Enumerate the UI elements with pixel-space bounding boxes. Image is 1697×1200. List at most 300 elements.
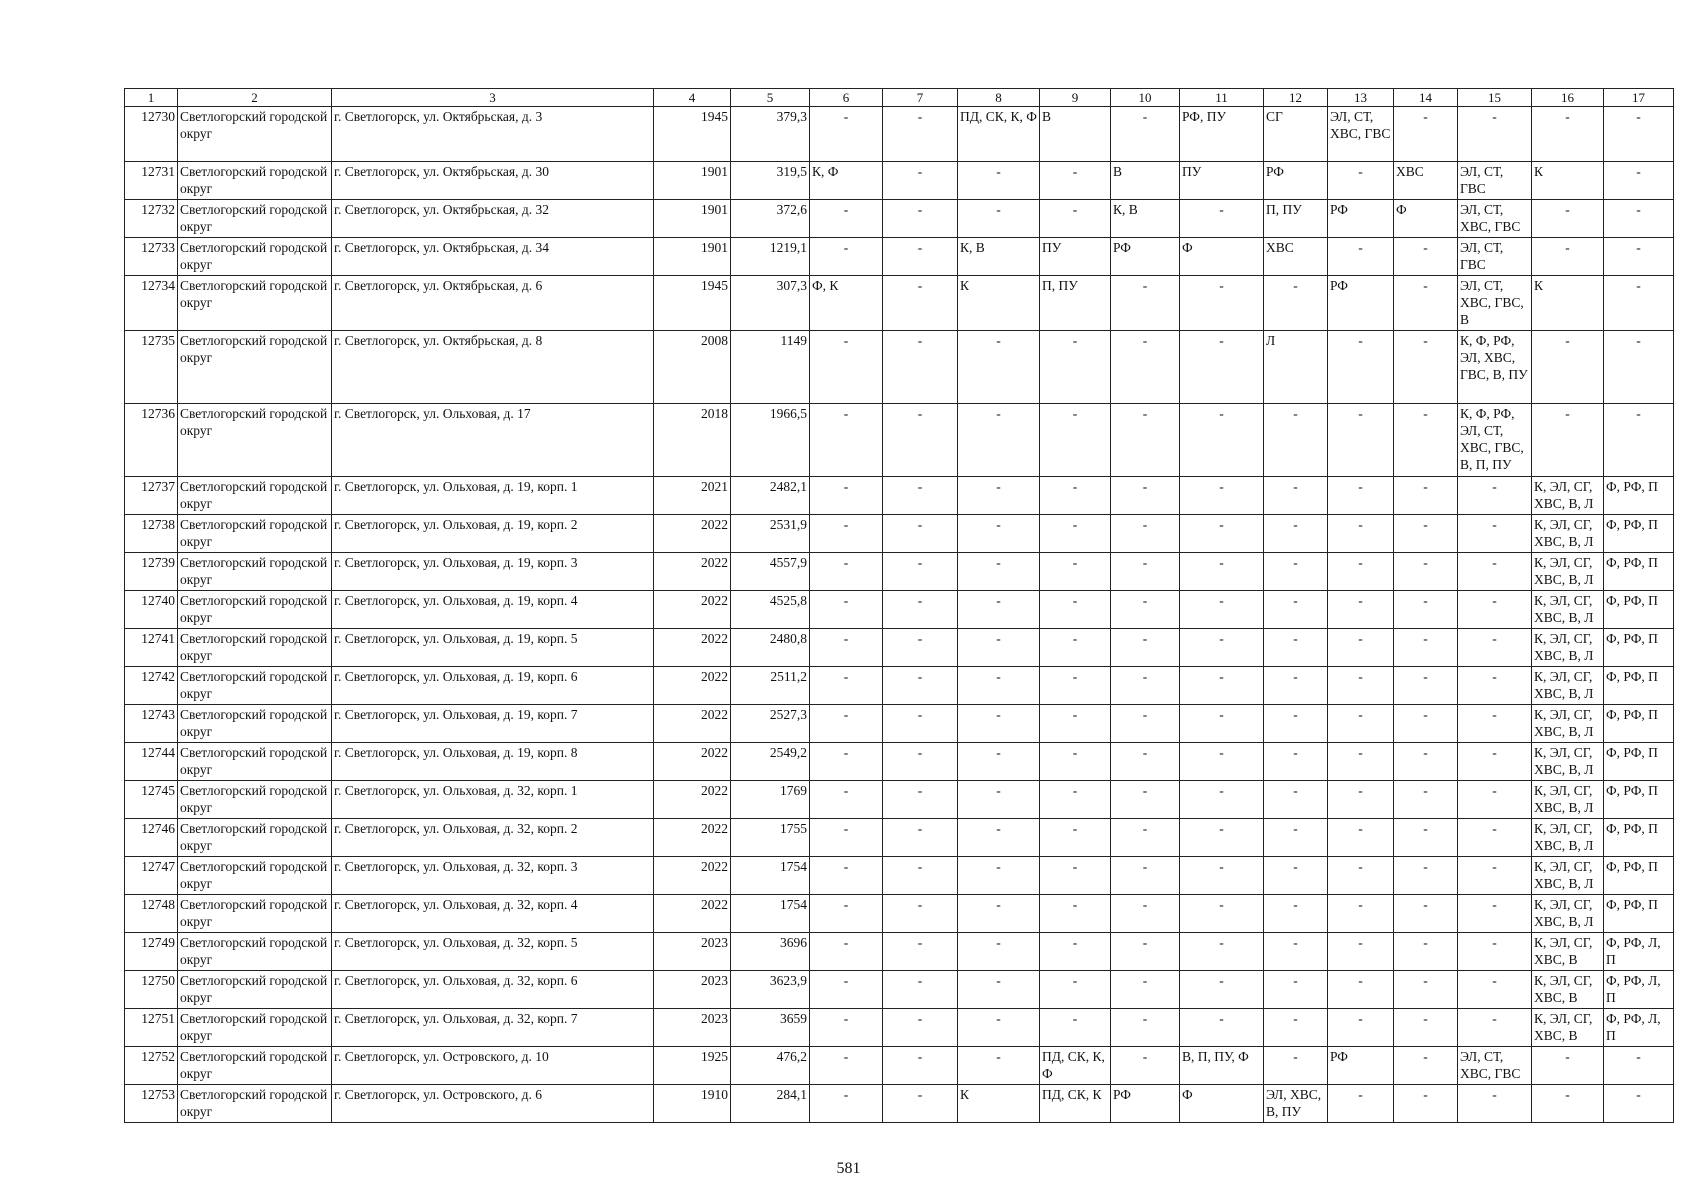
table-row — [125, 1047, 1674, 1085]
cell-col-14: - — [1394, 515, 1458, 553]
cell-col-3: г. Светлогорск, ул. Ольховая, д. 19, корп. 8 — [332, 743, 654, 781]
cell-col-3: г. Светлогорск, ул. Ольховая, д. 32, корп. 6 — [332, 971, 654, 1009]
cell-col-8: - — [958, 895, 1040, 933]
column-header-8: 8 — [958, 89, 1040, 107]
cell-col-1: 12733 — [125, 238, 178, 276]
cell-col-17: Ф, РФ, П — [1604, 553, 1674, 591]
table-row — [125, 591, 1674, 629]
cell-col-10: - — [1111, 1047, 1180, 1085]
cell-col-13: - — [1328, 591, 1394, 629]
cell-col-2: Светлогорский городской округ — [178, 895, 332, 933]
cell-col-13: - — [1328, 477, 1394, 515]
cell-col-8: - — [958, 591, 1040, 629]
cell-col-14: Ф — [1394, 200, 1458, 238]
cell-col-6: - — [810, 107, 883, 162]
cell-col-11: - — [1180, 895, 1264, 933]
table-row — [125, 515, 1674, 553]
cell-col-16: К, ЭЛ, СГ, ХВС, В, Л — [1532, 819, 1604, 857]
cell-col-10: - — [1111, 857, 1180, 895]
cell-col-4: 1945 — [654, 107, 731, 162]
register-table-wrapper — [124, 88, 1674, 1123]
cell-col-6: - — [810, 895, 883, 933]
cell-col-1: 12750 — [125, 971, 178, 1009]
cell-col-5: 2480,8 — [731, 629, 810, 667]
cell-col-10: - — [1111, 404, 1180, 477]
cell-col-8: - — [958, 781, 1040, 819]
cell-col-13: - — [1328, 819, 1394, 857]
cell-col-12: - — [1264, 895, 1328, 933]
cell-col-17: Ф, РФ, Л, П — [1604, 933, 1674, 971]
cell-col-10: - — [1111, 553, 1180, 591]
cell-col-3: г. Светлогорск, ул. Октябрьская, д. 34 — [332, 238, 654, 276]
cell-col-9: - — [1040, 553, 1111, 591]
cell-col-6: - — [810, 553, 883, 591]
cell-col-3: г. Светлогорск, ул. Ольховая, д. 19, корп. 6 — [332, 667, 654, 705]
cell-col-13: - — [1328, 331, 1394, 404]
cell-col-14: - — [1394, 743, 1458, 781]
cell-col-12: - — [1264, 1047, 1328, 1085]
cell-col-16: К, ЭЛ, СГ, ХВС, В — [1532, 971, 1604, 1009]
cell-col-5: 1755 — [731, 819, 810, 857]
cell-col-11: Ф — [1180, 238, 1264, 276]
table-row — [125, 895, 1674, 933]
cell-col-2: Светлогорский городской округ — [178, 933, 332, 971]
cell-col-17: Ф, РФ, П — [1604, 515, 1674, 553]
cell-col-4: 2022 — [654, 515, 731, 553]
cell-col-12: - — [1264, 629, 1328, 667]
cell-col-1: 12751 — [125, 1009, 178, 1047]
cell-col-3: г. Светлогорск, ул. Ольховая, д. 32, корп. 4 — [332, 895, 654, 933]
cell-col-2: Светлогорский городской округ — [178, 553, 332, 591]
cell-col-17: Ф, РФ, П — [1604, 705, 1674, 743]
cell-col-2: Светлогорский городской округ — [178, 781, 332, 819]
cell-col-6: - — [810, 743, 883, 781]
cell-col-16: К, ЭЛ, СГ, ХВС, В, Л — [1532, 629, 1604, 667]
cell-col-2: Светлогорский городской округ — [178, 238, 332, 276]
cell-col-7: - — [883, 667, 958, 705]
cell-col-17: - — [1604, 1047, 1674, 1085]
cell-col-11: - — [1180, 1009, 1264, 1047]
cell-col-3: г. Светлогорск, ул. Октябрьская, д. 3 — [332, 107, 654, 162]
cell-col-15: - — [1458, 1085, 1532, 1123]
cell-col-11: - — [1180, 553, 1264, 591]
cell-col-1: 12745 — [125, 781, 178, 819]
cell-col-16: К — [1532, 162, 1604, 200]
cell-col-12: П, ПУ — [1264, 200, 1328, 238]
cell-col-2: Светлогорский городской округ — [178, 1085, 332, 1123]
cell-col-3: г. Светлогорск, ул. Ольховая, д. 32, корп. 5 — [332, 933, 654, 971]
cell-col-1: 12742 — [125, 667, 178, 705]
cell-col-5: 379,3 — [731, 107, 810, 162]
table-row — [125, 1009, 1674, 1047]
cell-col-17: - — [1604, 107, 1674, 162]
cell-col-3: г. Светлогорск, ул. Островского, д. 10 — [332, 1047, 654, 1085]
table-row — [125, 933, 1674, 971]
cell-col-12: - — [1264, 857, 1328, 895]
cell-col-2: Светлогорский городской округ — [178, 200, 332, 238]
cell-col-1: 12735 — [125, 331, 178, 404]
cell-col-1: 12730 — [125, 107, 178, 162]
cell-col-1: 12747 — [125, 857, 178, 895]
cell-col-17: - — [1604, 404, 1674, 477]
cell-col-13: - — [1328, 515, 1394, 553]
cell-col-13: - — [1328, 781, 1394, 819]
cell-col-14: - — [1394, 705, 1458, 743]
cell-col-9: П, ПУ — [1040, 276, 1111, 331]
table-row — [125, 477, 1674, 515]
cell-col-12: Л — [1264, 331, 1328, 404]
column-header-3: 3 — [332, 89, 654, 107]
cell-col-2: Светлогорский городской округ — [178, 331, 332, 404]
table-row — [125, 238, 1674, 276]
cell-col-9: - — [1040, 1009, 1111, 1047]
cell-col-12: - — [1264, 705, 1328, 743]
cell-col-3: г. Светлогорск, ул. Ольховая, д. 32, корп. 7 — [332, 1009, 654, 1047]
column-header-5: 5 — [731, 89, 810, 107]
cell-col-6: - — [810, 857, 883, 895]
cell-col-4: 1925 — [654, 1047, 731, 1085]
cell-col-14: - — [1394, 238, 1458, 276]
cell-col-1: 12752 — [125, 1047, 178, 1085]
cell-col-16: К — [1532, 276, 1604, 331]
cell-col-5: 3623,9 — [731, 971, 810, 1009]
cell-col-1: 12734 — [125, 276, 178, 331]
cell-col-9: - — [1040, 781, 1111, 819]
cell-col-6: - — [810, 629, 883, 667]
cell-col-11: - — [1180, 933, 1264, 971]
cell-col-4: 2008 — [654, 331, 731, 404]
cell-col-16: К, ЭЛ, СГ, ХВС, В — [1532, 1009, 1604, 1047]
cell-col-15: ЭЛ, СТ, ХВС, ГВС — [1458, 1047, 1532, 1085]
header-row — [125, 89, 1674, 107]
cell-col-17: Ф, РФ, П — [1604, 477, 1674, 515]
cell-col-8: - — [958, 553, 1040, 591]
register-table — [124, 88, 1674, 1123]
column-header-11: 11 — [1180, 89, 1264, 107]
cell-col-12: - — [1264, 667, 1328, 705]
cell-col-8: - — [958, 1047, 1040, 1085]
cell-col-13: - — [1328, 895, 1394, 933]
cell-col-10: - — [1111, 705, 1180, 743]
page-number: 581 — [836, 1160, 861, 1177]
cell-col-12: - — [1264, 404, 1328, 477]
column-header-1: 1 — [125, 89, 178, 107]
cell-col-9: В — [1040, 107, 1111, 162]
column-header-6: 6 — [810, 89, 883, 107]
cell-col-8: - — [958, 705, 1040, 743]
cell-col-4: 1945 — [654, 276, 731, 331]
cell-col-11: ПУ — [1180, 162, 1264, 200]
cell-col-5: 3696 — [731, 933, 810, 971]
cell-col-16: К, ЭЛ, СГ, ХВС, В, Л — [1532, 857, 1604, 895]
cell-col-15: - — [1458, 933, 1532, 971]
cell-col-1: 12743 — [125, 705, 178, 743]
cell-col-9: - — [1040, 591, 1111, 629]
cell-col-17: Ф, РФ, П — [1604, 591, 1674, 629]
cell-col-13: - — [1328, 705, 1394, 743]
cell-col-5: 1754 — [731, 857, 810, 895]
cell-col-9: ПУ — [1040, 238, 1111, 276]
cell-col-5: 1219,1 — [731, 238, 810, 276]
cell-col-7: - — [883, 629, 958, 667]
cell-col-2: Светлогорский городской округ — [178, 705, 332, 743]
cell-col-12: - — [1264, 819, 1328, 857]
cell-col-16: - — [1532, 200, 1604, 238]
cell-col-10: - — [1111, 591, 1180, 629]
cell-col-4: 2022 — [654, 857, 731, 895]
cell-col-9: - — [1040, 819, 1111, 857]
cell-col-10: - — [1111, 276, 1180, 331]
cell-col-4: 1901 — [654, 200, 731, 238]
table-row — [125, 1085, 1674, 1123]
cell-col-12: - — [1264, 553, 1328, 591]
cell-col-5: 307,3 — [731, 276, 810, 331]
cell-col-1: 12732 — [125, 200, 178, 238]
cell-col-7: - — [883, 276, 958, 331]
cell-col-2: Светлогорский городской округ — [178, 1009, 332, 1047]
cell-col-9: - — [1040, 404, 1111, 477]
cell-col-11: - — [1180, 591, 1264, 629]
cell-col-15: - — [1458, 107, 1532, 162]
cell-col-8: К, В — [958, 238, 1040, 276]
cell-col-7: - — [883, 107, 958, 162]
cell-col-3: г. Светлогорск, ул. Ольховая, д. 32, корп. 3 — [332, 857, 654, 895]
cell-col-4: 1901 — [654, 162, 731, 200]
cell-col-16: К, ЭЛ, СГ, ХВС, В, Л — [1532, 781, 1604, 819]
cell-col-6: К, Ф — [810, 162, 883, 200]
cell-col-13: РФ — [1328, 1047, 1394, 1085]
cell-col-9: - — [1040, 971, 1111, 1009]
cell-col-15: - — [1458, 819, 1532, 857]
cell-col-6: - — [810, 591, 883, 629]
cell-col-17: Ф, РФ, П — [1604, 895, 1674, 933]
cell-col-2: Светлогорский городской округ — [178, 162, 332, 200]
cell-col-14: - — [1394, 895, 1458, 933]
cell-col-1: 12753 — [125, 1085, 178, 1123]
cell-col-14: - — [1394, 404, 1458, 477]
cell-col-14: - — [1394, 107, 1458, 162]
column-header-14: 14 — [1394, 89, 1458, 107]
cell-col-1: 12736 — [125, 404, 178, 477]
cell-col-13: - — [1328, 743, 1394, 781]
cell-col-8: - — [958, 200, 1040, 238]
cell-col-17: Ф, РФ, П — [1604, 629, 1674, 667]
cell-col-8: - — [958, 404, 1040, 477]
cell-col-10: РФ — [1111, 1085, 1180, 1123]
cell-col-8: К — [958, 276, 1040, 331]
cell-col-14: - — [1394, 1009, 1458, 1047]
cell-col-15: - — [1458, 553, 1532, 591]
cell-col-12: ЭЛ, ХВС, В, ПУ — [1264, 1085, 1328, 1123]
cell-col-13: - — [1328, 933, 1394, 971]
cell-col-10: - — [1111, 781, 1180, 819]
cell-col-15: К, Ф, РФ, ЭЛ, ХВС, ГВС, В, ПУ — [1458, 331, 1532, 404]
cell-col-10: - — [1111, 629, 1180, 667]
cell-col-10: - — [1111, 331, 1180, 404]
cell-col-15: - — [1458, 705, 1532, 743]
cell-col-7: - — [883, 162, 958, 200]
cell-col-12: РФ — [1264, 162, 1328, 200]
cell-col-16: К, ЭЛ, СГ, ХВС, В, Л — [1532, 667, 1604, 705]
cell-col-11: Ф — [1180, 1085, 1264, 1123]
cell-col-12: - — [1264, 781, 1328, 819]
cell-col-17: - — [1604, 276, 1674, 331]
cell-col-6: - — [810, 1047, 883, 1085]
cell-col-6: - — [810, 477, 883, 515]
cell-col-14: - — [1394, 857, 1458, 895]
cell-col-16: - — [1532, 404, 1604, 477]
cell-col-7: - — [883, 200, 958, 238]
cell-col-15: - — [1458, 477, 1532, 515]
cell-col-14: - — [1394, 971, 1458, 1009]
cell-col-6: - — [810, 1009, 883, 1047]
cell-col-5: 284,1 — [731, 1085, 810, 1123]
cell-col-6: - — [810, 971, 883, 1009]
cell-col-8: - — [958, 743, 1040, 781]
column-header-17: 17 — [1604, 89, 1674, 107]
cell-col-10: - — [1111, 477, 1180, 515]
cell-col-7: - — [883, 933, 958, 971]
cell-col-6: - — [810, 238, 883, 276]
column-header-4: 4 — [654, 89, 731, 107]
cell-col-10: - — [1111, 933, 1180, 971]
cell-col-13: - — [1328, 1085, 1394, 1123]
cell-col-5: 372,6 — [731, 200, 810, 238]
cell-col-11: - — [1180, 331, 1264, 404]
cell-col-15: ЭЛ, СТ, ХВС, ГВС — [1458, 200, 1532, 238]
cell-col-12: - — [1264, 933, 1328, 971]
cell-col-2: Светлогорский городской округ — [178, 819, 332, 857]
cell-col-17: - — [1604, 200, 1674, 238]
cell-col-16: - — [1532, 1047, 1604, 1085]
cell-col-9: - — [1040, 743, 1111, 781]
cell-col-15: - — [1458, 857, 1532, 895]
cell-col-2: Светлогорский городской округ — [178, 743, 332, 781]
cell-col-14: - — [1394, 276, 1458, 331]
cell-col-16: К, ЭЛ, СГ, ХВС, В — [1532, 933, 1604, 971]
cell-col-10: - — [1111, 515, 1180, 553]
cell-col-12: ХВС — [1264, 238, 1328, 276]
cell-col-6: - — [810, 515, 883, 553]
cell-col-7: - — [883, 553, 958, 591]
cell-col-1: 12740 — [125, 591, 178, 629]
column-header-7: 7 — [883, 89, 958, 107]
cell-col-2: Светлогорский городской округ — [178, 629, 332, 667]
cell-col-9: ПД, СК, К, Ф — [1040, 1047, 1111, 1085]
cell-col-7: - — [883, 404, 958, 477]
cell-col-7: - — [883, 971, 958, 1009]
cell-col-8: - — [958, 933, 1040, 971]
cell-col-9: - — [1040, 857, 1111, 895]
cell-col-14: - — [1394, 1085, 1458, 1123]
cell-col-9: - — [1040, 331, 1111, 404]
cell-col-9: - — [1040, 629, 1111, 667]
cell-col-5: 476,2 — [731, 1047, 810, 1085]
cell-col-12: - — [1264, 1009, 1328, 1047]
cell-col-7: - — [883, 1085, 958, 1123]
cell-col-4: 2023 — [654, 1009, 731, 1047]
cell-col-11: - — [1180, 819, 1264, 857]
cell-col-16: К, ЭЛ, СГ, ХВС, В, Л — [1532, 895, 1604, 933]
cell-col-9: - — [1040, 200, 1111, 238]
cell-col-1: 12744 — [125, 743, 178, 781]
cell-col-5: 319,5 — [731, 162, 810, 200]
cell-col-16: - — [1532, 331, 1604, 404]
cell-col-1: 12739 — [125, 553, 178, 591]
cell-col-7: - — [883, 1047, 958, 1085]
cell-col-5: 3659 — [731, 1009, 810, 1047]
cell-col-17: Ф, РФ, Л, П — [1604, 1009, 1674, 1047]
cell-col-16: К, ЭЛ, СГ, ХВС, В, Л — [1532, 705, 1604, 743]
cell-col-9: - — [1040, 705, 1111, 743]
cell-col-6: - — [810, 200, 883, 238]
cell-col-8: - — [958, 819, 1040, 857]
cell-col-2: Светлогорский городской округ — [178, 107, 332, 162]
cell-col-8: - — [958, 667, 1040, 705]
cell-col-15: - — [1458, 895, 1532, 933]
cell-col-12: - — [1264, 743, 1328, 781]
cell-col-2: Светлогорский городской округ — [178, 971, 332, 1009]
cell-col-10: - — [1111, 107, 1180, 162]
cell-col-7: - — [883, 477, 958, 515]
cell-col-3: г. Светлогорск, ул. Октябрьская, д. 6 — [332, 276, 654, 331]
cell-col-5: 1754 — [731, 895, 810, 933]
cell-col-16: К, ЭЛ, СГ, ХВС, В, Л — [1532, 515, 1604, 553]
cell-col-14: - — [1394, 477, 1458, 515]
cell-col-14: - — [1394, 591, 1458, 629]
cell-col-5: 2511,2 — [731, 667, 810, 705]
cell-col-14: - — [1394, 781, 1458, 819]
table-row — [125, 667, 1674, 705]
table-row — [125, 200, 1674, 238]
cell-col-15: - — [1458, 1009, 1532, 1047]
table-row — [125, 857, 1674, 895]
cell-col-10: - — [1111, 971, 1180, 1009]
cell-col-8: - — [958, 1009, 1040, 1047]
cell-col-15: ЭЛ, СТ, ГВС — [1458, 162, 1532, 200]
cell-col-8: - — [958, 331, 1040, 404]
cell-col-13: - — [1328, 971, 1394, 1009]
cell-col-1: 12737 — [125, 477, 178, 515]
cell-col-6: Ф, К — [810, 276, 883, 331]
cell-col-4: 2022 — [654, 591, 731, 629]
cell-col-11: - — [1180, 477, 1264, 515]
cell-col-8: - — [958, 515, 1040, 553]
cell-col-12: - — [1264, 515, 1328, 553]
cell-col-5: 2527,3 — [731, 705, 810, 743]
cell-col-8: - — [958, 477, 1040, 515]
cell-col-11: - — [1180, 971, 1264, 1009]
cell-col-16: К, ЭЛ, СГ, ХВС, В, Л — [1532, 553, 1604, 591]
cell-col-5: 4525,8 — [731, 591, 810, 629]
table-row — [125, 781, 1674, 819]
cell-col-7: - — [883, 515, 958, 553]
cell-col-13: РФ — [1328, 200, 1394, 238]
cell-col-17: - — [1604, 331, 1674, 404]
cell-col-7: - — [883, 705, 958, 743]
cell-col-16: - — [1532, 238, 1604, 276]
cell-col-4: 1901 — [654, 238, 731, 276]
cell-col-12: - — [1264, 971, 1328, 1009]
cell-col-11: - — [1180, 404, 1264, 477]
cell-col-9: - — [1040, 162, 1111, 200]
table-row — [125, 819, 1674, 857]
cell-col-7: - — [883, 819, 958, 857]
cell-col-7: - — [883, 743, 958, 781]
cell-col-3: г. Светлогорск, ул. Октябрьская, д. 32 — [332, 200, 654, 238]
column-header-15: 15 — [1458, 89, 1532, 107]
column-header-9: 9 — [1040, 89, 1111, 107]
